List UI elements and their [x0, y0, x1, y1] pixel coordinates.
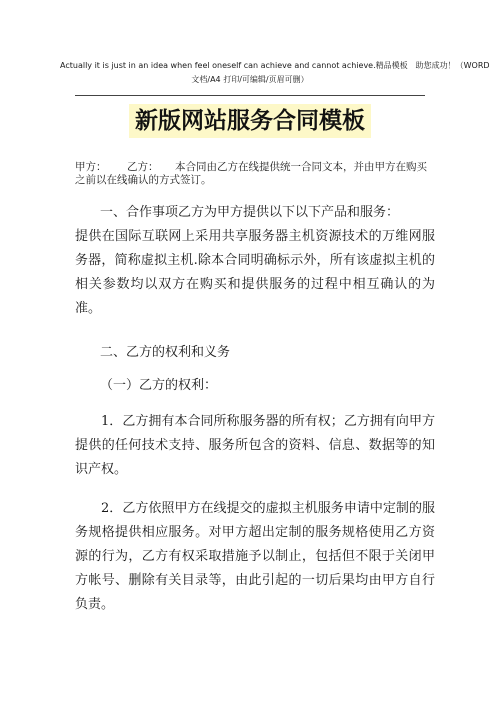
section1-heading: 一、合作事项乙方为甲方提供以下以下产品和服务：	[100, 205, 400, 220]
intro-text-line1: 本合同由乙方在线提供统一合同文本，并由甲方在购买	[175, 161, 427, 173]
party-b-label: 乙方：	[127, 161, 159, 173]
document-title: 新版网站服务合同模板	[129, 104, 371, 138]
section2-item2: 2．乙方依照甲方在线提交的虚拟主机服务申请中定制的服务规格提供相应服务。对甲方超出定制的服务规格使用乙方资源的行为，乙方有权采取措施予以制止，包括但不限于关闭甲方帐号、删除有关目录等，由此引起的一切后果均由甲方自行负责。	[75, 501, 435, 612]
section2-item1: 1．乙方拥有本合同所称服务器的所有权；乙方拥有向甲方提供的任何技术支持、服务所包含的资料、信息、数据等的知识产权。	[75, 414, 435, 477]
section2-heading: 二、乙方的权利和义务	[100, 345, 231, 360]
intro-text-line2: 之前以在线确认的方式签订。	[75, 174, 212, 186]
header-divider	[75, 95, 425, 96]
party-a-label: 甲方：	[75, 161, 107, 173]
section2-sub1-heading: （一）乙方的权利：	[100, 378, 218, 393]
section1-body: 提供在国际互联网上采用共享服务器主机资源技术的万维网服务器，简称虚拟主机.除本合同明确标示外，所有该虚拟主机的相关参数均以双方在购买和提供服务的过程中相互确认的为准。	[75, 229, 435, 316]
page-header-line1: Actually it is just in an idea when feel oneself can achieve and cannot achieve.精品模板 助您成功！（WORD	[60, 61, 490, 70]
page-header-line2: 文档/A4 打印/可编辑/页眉可删）	[191, 75, 309, 84]
intro-block	[75, 161, 435, 187]
intro-line1	[75, 161, 435, 174]
title-container	[0, 104, 500, 138]
